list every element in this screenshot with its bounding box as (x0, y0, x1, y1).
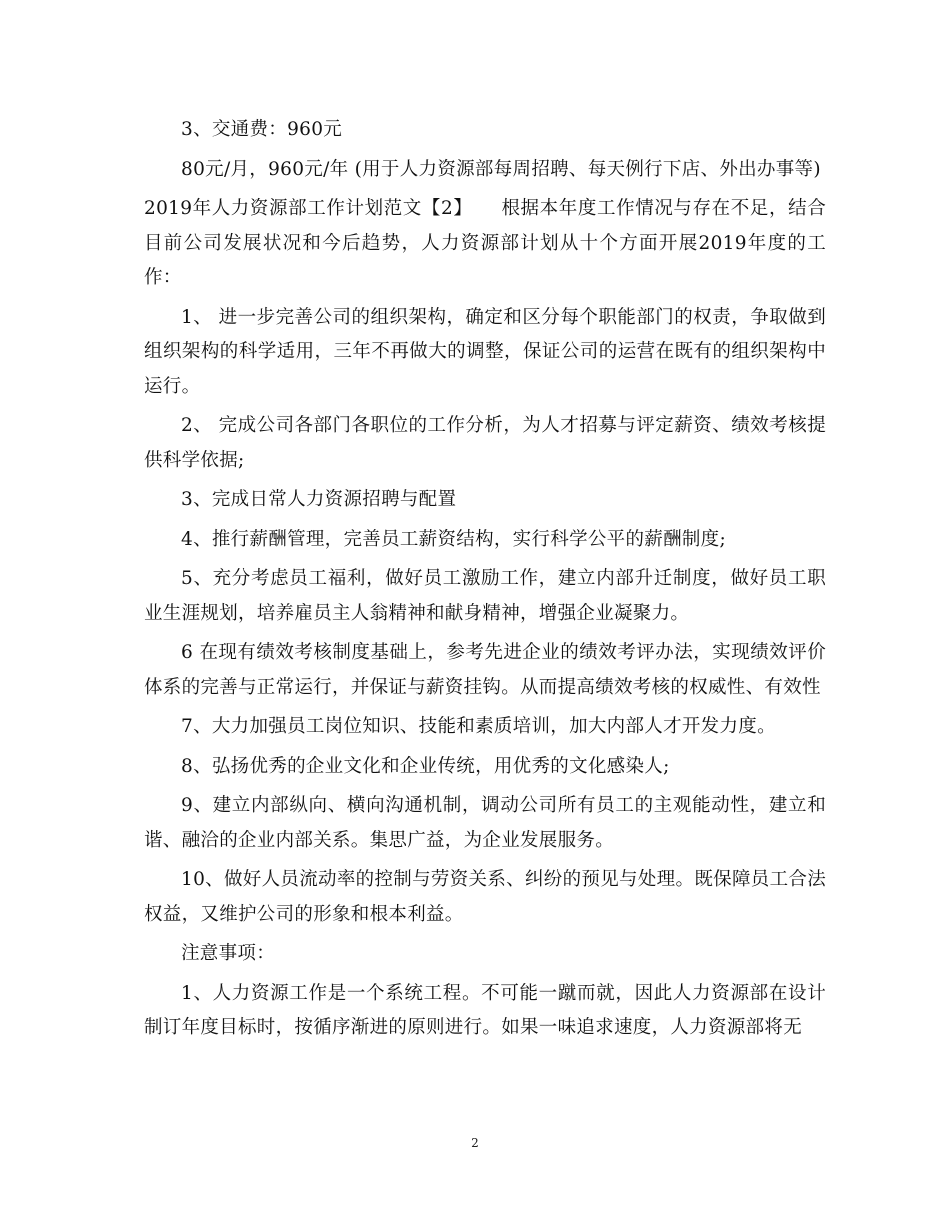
paragraph: 10、做好人员流动率的控制与劳资关系、纠纷的预见与处理。既保障员工合法权益，又维护公司的形象和根本利益。 (144, 869, 826, 925)
paragraph: 9、建立内部纵向、横向沟通机制，调动公司所有员工的主观能动性，建立和谐、融洽的企业内部关系。集思广益，为企业发展服务。 (144, 795, 826, 851)
document-body (144, 113, 826, 1051)
paragraph: 1、 进一步完善公司的组织架构，确定和区分每个职能部门的权责，争取做到组织架构的科学适用，三年不再做大的调整，保证公司的运营在既有的组织架构中运行。 (144, 306, 826, 397)
paragraph: 4、推行薪酬管理，完善员工薪资结构，实行科学公平的薪酬制度; (181, 528, 727, 550)
paragraph: 6 在现有绩效考核制度基础上，参考先进企业的绩效考评办法，实现绩效评价体系的完善与正常运行，并保证与薪资挂钩。从而提高绩效考核的权威性、有效性 (144, 642, 826, 698)
paragraph: 7、大力加强员工岗位知识、技能和素质培训，加大内部人才开发力度。 (181, 716, 776, 737)
paragraph: 5、充分考虑员工福利，做好员工激励工作，建立内部升迁制度，做好员工职业生涯规划，培养雇员主人翁精神和献身精神，增强企业凝聚力。 (144, 568, 826, 624)
paragraph: 80元/月，960元/年 (用于人力资源部每周招聘、每天例行下店、外出办事等) (181, 158, 821, 180)
paragraph: 2019年人力资源部工作计划范文【2】 根据本年度工作情况与存在不足，结合目前公司发展状况和今后趋势，人力资源部计划从十个方面开展2019年度的工作： (144, 198, 826, 288)
page-number: 2 (471, 1136, 479, 1150)
paragraph: 2、 完成公司各部门各职位的工作分析，为人才招募与评定薪资、绩效考核提供科学依据; (144, 415, 826, 471)
paragraph: 3、交通费：960元 (181, 119, 343, 140)
paragraph: 3、完成日常人力资源招聘与配置 (181, 489, 457, 510)
paragraph: 1、人力资源工作是一个系统工程。不可能一蹴而就，因此人力资源部在设计制订年度目标时，按循序渐进的原则进行。如果一味追求速度，人力资源部将无 (144, 982, 826, 1038)
paragraph: 8、弘扬优秀的企业文化和企业传统，用优秀的文化感染人; (181, 755, 670, 777)
paragraph: 注意事项： (181, 943, 276, 964)
